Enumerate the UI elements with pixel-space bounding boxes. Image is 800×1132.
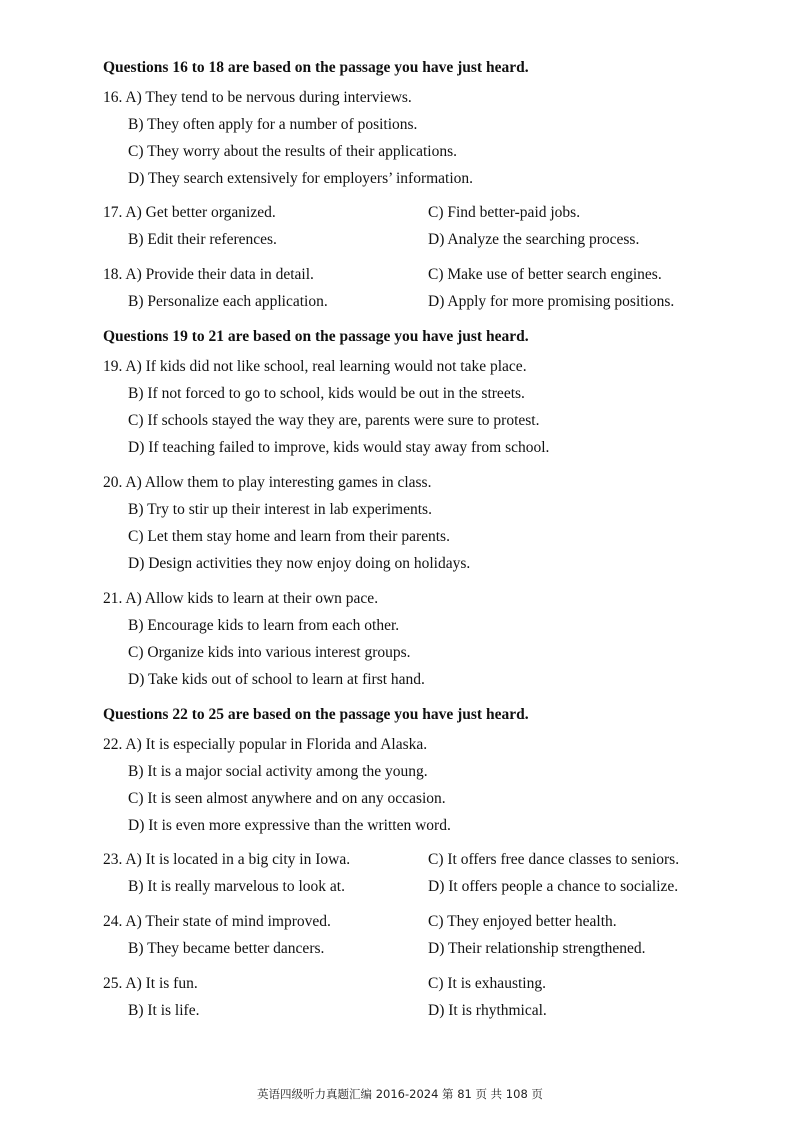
q24-option-d: D) Their relationship strengthened. — [428, 940, 646, 957]
q17-option-b: B) Edit their references. — [128, 231, 277, 248]
q25-option-c: C) It is exhausting. — [428, 975, 546, 992]
q18-option-c: C) Make use of better search engines. — [428, 266, 662, 283]
q24-option-b: B) They became better dancers. — [128, 940, 325, 957]
q18-option-d: D) Apply for more promising positions. — [428, 293, 675, 310]
q16-option-b: B) They often apply for a number of positions. — [128, 116, 418, 133]
q23-option-a: 23. A) It is located in a big city in Iowa. — [103, 851, 351, 868]
section-heading-19-21: Questions 19 to 21 are based on the passage you have just heard. — [103, 328, 529, 345]
q18-option-b: B) Personalize each application. — [128, 293, 328, 310]
q17-option-a: 17. A) Get better organized. — [103, 204, 276, 221]
q20-option-d: D) Design activities they now enjoy doing on holidays. — [128, 555, 471, 572]
q21-option-d: D) Take kids out of school to learn at first hand. — [128, 671, 425, 688]
q21-option-c: C) Organize kids into various interest groups. — [128, 644, 411, 661]
q16-option-c: C) They worry about the results of their applications. — [128, 143, 458, 160]
q16-option-a: 16. A) They tend to be nervous during interviews. — [103, 89, 412, 106]
q24-option-a: 24. A) Their state of mind improved. — [103, 913, 331, 930]
q17-option-c: C) Find better-paid jobs. — [428, 204, 581, 221]
q18-option-a: 18. A) Provide their data in detail. — [103, 266, 314, 283]
q19-option-b: B) If not forced to go to school, kids would be out in the streets. — [128, 385, 525, 402]
q23-option-b: B) It is really marvelous to look at. — [128, 878, 345, 895]
q25-option-b: B) It is life. — [128, 1002, 200, 1019]
q17-option-d: D) Analyze the searching process. — [428, 231, 640, 248]
q19-option-d: D) If teaching failed to improve, kids would stay away from school. — [128, 439, 550, 456]
q20-option-c: C) Let them stay home and learn from their parents. — [128, 528, 450, 545]
q25-option-a: 25. A) It is fun. — [103, 975, 198, 992]
q25-option-d: D) It is rhythmical. — [428, 1002, 547, 1019]
q23-option-c: C) It offers free dance classes to seniors. — [428, 851, 680, 868]
q20-option-a: 20. A) Allow them to play interesting games in class. — [103, 474, 432, 491]
q19-option-c: C) If schools stayed the way they are, parents were sure to protest. — [128, 412, 540, 429]
q16-option-d: D) They search extensively for employers’ information. — [128, 170, 474, 187]
q21-option-a: 21. A) Allow kids to learn at their own pace. — [103, 590, 379, 607]
q24-option-c: C) They enjoyed better health. — [428, 913, 617, 930]
q22-option-c: C) It is seen almost anywhere and on any occasion. — [128, 790, 446, 807]
q19-option-a: 19. A) If kids did not like school, real learning would not take place. — [103, 358, 527, 375]
section-heading-22-25: Questions 22 to 25 are based on the passage you have just heard. — [103, 706, 529, 723]
section-heading-16-18: Questions 16 to 18 are based on the passage you have just heard. — [103, 59, 529, 76]
q22-option-b: B) It is a major social activity among the young. — [128, 763, 428, 780]
q22-option-d: D) It is even more expressive than the written word. — [128, 817, 451, 834]
q20-option-b: B) Try to stir up their interest in lab experiments. — [128, 501, 432, 518]
q23-option-d: D) It offers people a chance to socialize. — [428, 878, 679, 895]
q21-option-b: B) Encourage kids to learn from each other. — [128, 617, 400, 634]
page-footer: 英语四级听力真题汇编 2016-2024 第 81 页 共 108 页 — [257, 1087, 543, 1101]
q22-option-a: 22. A) It is especially popular in Florida and Alaska. — [103, 736, 428, 753]
